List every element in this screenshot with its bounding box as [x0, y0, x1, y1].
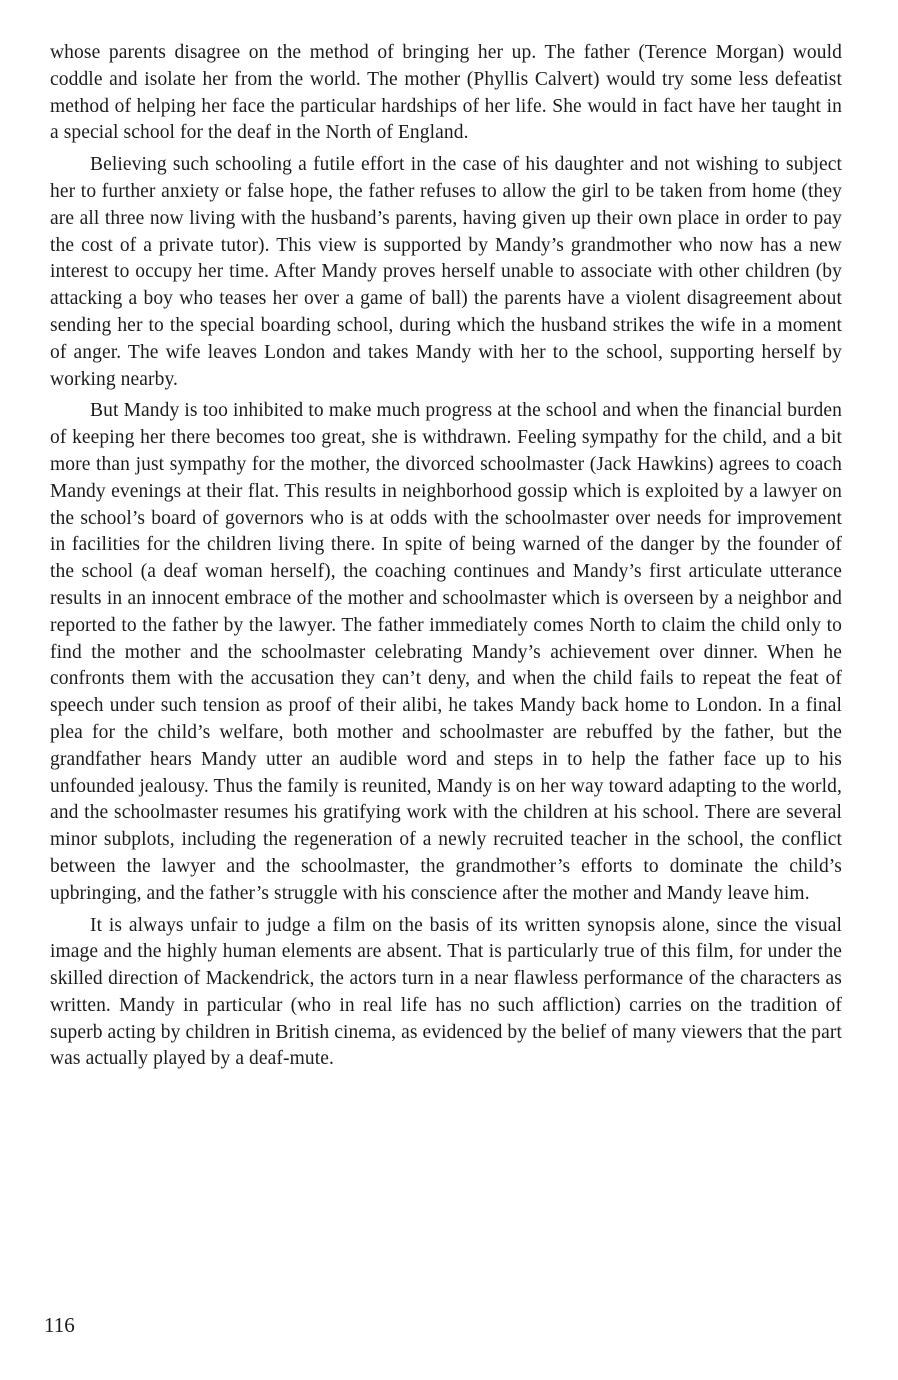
paragraph-continuation: whose parents disagree on the method of bringing her up. The father (Terence Morgan) would coddle and isolate her from the world. The mother (Phyllis Calvert) would try some less defeatist method of helping her face the particular hardships of her life. She would in fact have her taught in a special school for the deaf in the North of England. [50, 42, 842, 144]
paragraph-film-judgment: It is always unfair to judge a film on the basis of its written synopsis alone, since the visual image and the highly human elements are absent. That is particularly true of this film, for under the skilled direction of Mackendrick, the actors turn in a near flawless performance of the characters as written. Mandy in particular (who in real life has no such affliction) carries on the tradition of superb acting by children in British cinema, as evidenced by the belief of many viewers that the part was actually played by a deaf-mute. [50, 914, 843, 1070]
paragraph-father-refuses: Believing such schooling a futile effort in the case of his daughter and not wishing to subject her to further anxiety or false hope, the father refuses to allow the girl to be taken from home (they are all three now living with the husband’s parents, having given up their own place in order to pay the cost of a private tutor). This view is supported by Mandy’s grandmother who now has a new interest to occupy her time. After Mandy proves herself unable to associate with other children (by attacking a boy who teases her over a game of ball) the parents have a violent disagreement about sending her to the special boarding school, during which the husband strikes the wife in a moment of anger. The wife leaves London and takes Mandy with her to the school, supporting herself by working nearby. [50, 154, 842, 390]
page-body [50, 40, 842, 1340]
paragraph-schoolmaster-coaching: But Mandy is too inhibited to make much progress at the school and when the financial burden of keeping her there becomes too great, she is withdrawn. Feeling sympathy for the child, and a bit more than just sympathy for the mother, the divorced schoolmaster (Jack Hawkins) agrees to coach Mandy evenings at their flat. This results in neighborhood gossip which is exploited by a lawyer on the school’s board of governors who is at odds with the schoolmaster over needs for improvement in facilities for the children living there. In spite of being warned of the danger by the founder of the school (a deaf woman herself), the coaching continues and Mandy’s first articulate utterance results in an innocent embrace of the mother and schoolmaster which is overseen by a neighbor and reported to the father by the lawyer. The father immediately comes North to claim the child only to find the mother and the schoolmaster celebrating Mandy’s achievement over dinner. When he confronts them with the accusation they can’t deny, and when the child fails to repeat the feat of speech under such tension as proof of their alibi, he takes Mandy back home to London. In a final plea for the child’s welfare, both mother and schoolmaster are rebuffed by the father, but the grandfather hears Mandy utter an audible word and steps in to help the father face up to his unfounded jealousy. Thus the family is reunited, Mandy is on her way toward adapting to the world, and the schoolmaster resumes his gratifying work with the children at his school. There are several minor subplots, including the regeneration of a newly recruited teacher in the school, the conflict between the lawyer and the schoolmaster, the grandmother’s efforts to dominate the child’s upbringing, and the father’s struggle with his conscience after the mother and Mandy leave him. [50, 400, 842, 904]
page-number: 116 [44, 1313, 75, 1337]
